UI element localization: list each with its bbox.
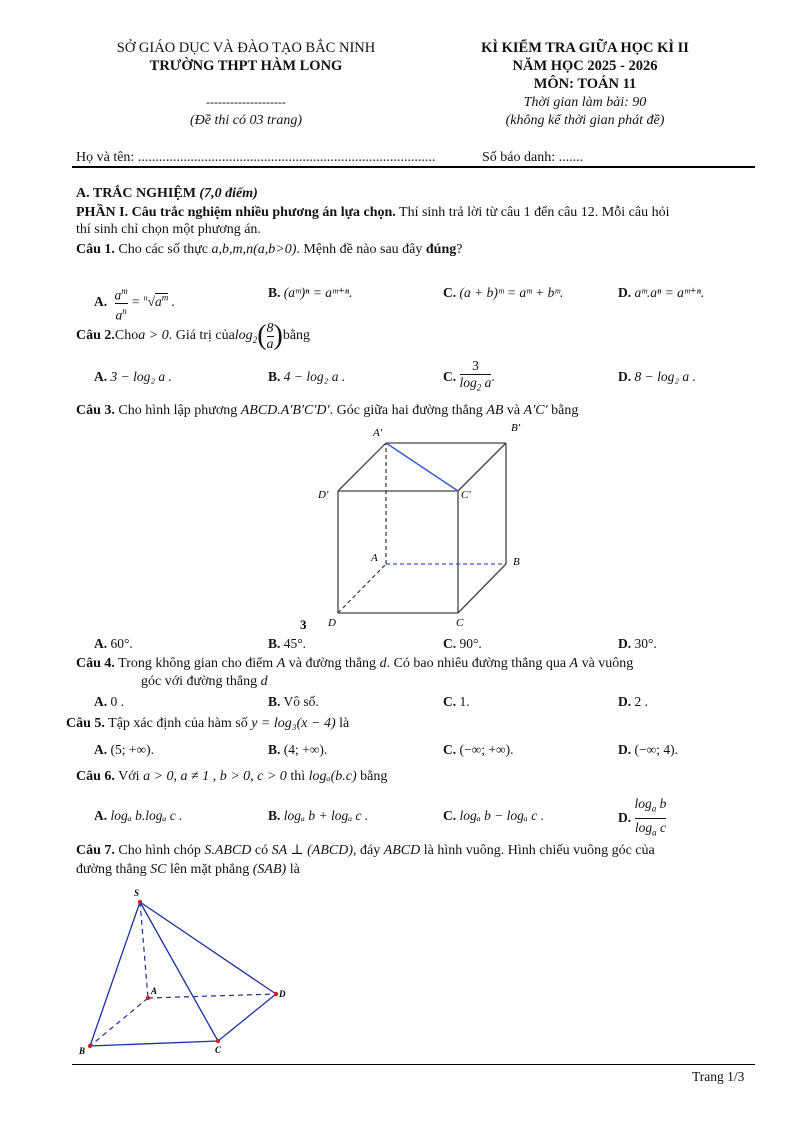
q5-option-b[interactable]: B. (4; +∞). (268, 742, 328, 757)
q6-option-d[interactable]: D. $\log_a b$ $\log_a c$ (618, 796, 667, 838)
segment-A1C1 (386, 443, 458, 491)
exam-title: KÌ KIỂM TRA GIỮA HỌC KÌ II (481, 40, 689, 56)
label-C: C (456, 617, 464, 629)
q3-option-b[interactable]: B. 45°. (268, 636, 307, 651)
edge-BC (90, 1041, 218, 1046)
question-4-line2: góc với đường thẳng d (141, 674, 268, 689)
vertex-B (88, 1044, 92, 1048)
vertex-A (146, 996, 150, 1000)
footer-rule (72, 1064, 755, 1065)
label-A: A (151, 986, 158, 996)
q2-option-d[interactable]: D. 8 − log₂ a . (618, 369, 696, 384)
label-B: B (513, 556, 520, 568)
question-7: Câu 7. Cho hình chóp S.ABCD có SA ⊥ (ABCD), đáy ABCD là hình vuông. Hình chiếu vuông góc của (76, 843, 655, 858)
figure-number: 3 (300, 617, 307, 632)
dept-name: SỞ GIÁO DỤC VÀ ĐÀO TẠO BẮC NINH (116, 40, 376, 56)
edge-C1B1 (458, 443, 506, 491)
q6-option-c[interactable]: C. logₐ b − logₐ c . (443, 808, 545, 823)
page-number: Trang 1/3 (692, 1069, 745, 1084)
section-title: A. TRẮC NGHIỆM (7,0 điểm) (76, 186, 258, 201)
q6-option-b[interactable]: B. logₐ b + logₐ c . (268, 808, 369, 823)
edge-SB (90, 902, 140, 1046)
part-instructions-2: thí sinh chỉ chọn một phương án. (76, 222, 261, 237)
time-note: (không kể thời gian phát đề) (505, 113, 665, 128)
label-C: C (215, 1045, 222, 1055)
label-A: A (371, 552, 378, 564)
question-2: Câu 2. Cho a > 0 . Giá trị của $\log_2$ ( 8 a ) bằng (76, 320, 311, 352)
edge-CB (458, 564, 506, 613)
q5-option-c[interactable]: C. (−∞; +∞). (443, 742, 514, 757)
q1-option-d[interactable]: D. aᵐ.aⁿ = aᵐ⁺ⁿ. (618, 285, 705, 300)
question-3: Câu 3. Cho hình lập phương ABCD.A′B′C′D′. Góc giữa hai đường thẳng AB và A′C′ bằng (76, 403, 579, 418)
time-limit: Thời gian làm bài: 90 (523, 95, 647, 110)
q1-option-b[interactable]: B. (aᵐ)ⁿ = aᵐ⁺ⁿ. (268, 285, 353, 300)
edge-D1A1 (338, 443, 386, 491)
vertex-C (216, 1039, 220, 1043)
edge-AD (148, 994, 276, 998)
vertex-D (274, 992, 278, 996)
part-instructions: PHẦN I. Câu trắc nghiệm nhiều phương án lựa chọn. Thí sinh trả lời từ câu 1 đến câu 12. Mỗi câu hỏi (76, 205, 670, 220)
edge-CD (218, 994, 276, 1041)
q5-option-a[interactable]: A. (5; +∞). (94, 742, 154, 757)
edge-DA (338, 564, 386, 613)
question-5: Câu 5. Tập xác định của hàm số y = log₃(x − 4) là (66, 716, 350, 731)
school-year: NĂM HỌC 2025 - 2026 (512, 58, 658, 74)
student-id-field: Số báo danh: ....... (482, 150, 584, 165)
label-D: D (279, 989, 286, 999)
label-D1: D′ (318, 489, 329, 501)
school-name: TRƯỜNG THPT HÀM LONG (149, 58, 343, 74)
pyramid-figure (74, 882, 304, 1062)
q4-option-b[interactable]: B. Vô số. (268, 694, 319, 709)
q1-option-c[interactable]: C. (a + b)ᵐ = aᵐ + bᵐ. (443, 285, 564, 300)
question-1: Câu 1. Cho các số thực a,b,m,n(a,b>0). Mệnh đề nào sau đây đúng? (76, 242, 463, 257)
label-B1: B′ (511, 422, 521, 434)
label-C1: C′ (461, 489, 471, 501)
q3-option-d[interactable]: D. 30°. (618, 636, 657, 651)
vertex-S (138, 900, 142, 904)
edge-SC (140, 902, 218, 1041)
student-name-field: Họ và tên: ..................................................................................... (76, 150, 436, 165)
subject: MÔN: TOÁN 11 (533, 76, 637, 92)
question-7-line2: đường thẳng SC lên mặt phẳng (SAB) là (76, 862, 300, 877)
edge-SA (140, 902, 148, 998)
label-D: D (328, 617, 336, 629)
label-S: S (134, 888, 140, 898)
q2-option-b[interactable]: B. 4 − log₂ a . (268, 369, 346, 384)
q2-option-a[interactable]: A. 3 − log₂ a . (94, 369, 172, 384)
q4-option-c[interactable]: C. 1. (443, 694, 470, 709)
header-rule (72, 166, 755, 168)
q3-option-c[interactable]: C. 90°. (443, 636, 482, 651)
q4-option-a[interactable]: A. 0 . (94, 694, 124, 709)
page-count-note: (Đề thi có 03 trang) (190, 113, 302, 128)
header-dashes: -------------------- (206, 95, 286, 109)
question-4: Câu 4. Trong không gian cho điểm A và đường thẳng d. Có bao nhiêu đường thẳng qua A và vuông (76, 656, 634, 671)
q5-option-d[interactable]: D. (−∞; 4). (618, 742, 678, 757)
q2-option-c[interactable]: C. 3 $\log_2 a$ . (443, 358, 495, 393)
label-A1: A′ (373, 427, 383, 439)
edge-SD (140, 902, 276, 994)
q1-option-a[interactable]: A. $\frac{a^m}{a^n}$ = $^n√a^m$ . (94, 286, 176, 322)
q4-option-d[interactable]: D. 2 . (618, 694, 648, 709)
cube-figure (300, 418, 540, 634)
label-B: B (79, 1046, 86, 1056)
q3-option-a[interactable]: A. 60°. (94, 636, 133, 651)
question-6: Câu 6. Với a > 0, a ≠ 1 , b > 0, c > 0 thì logₐ(b.c) bằng (76, 769, 388, 784)
q6-option-a[interactable]: A. logₐ b.logₐ c . (94, 808, 183, 823)
